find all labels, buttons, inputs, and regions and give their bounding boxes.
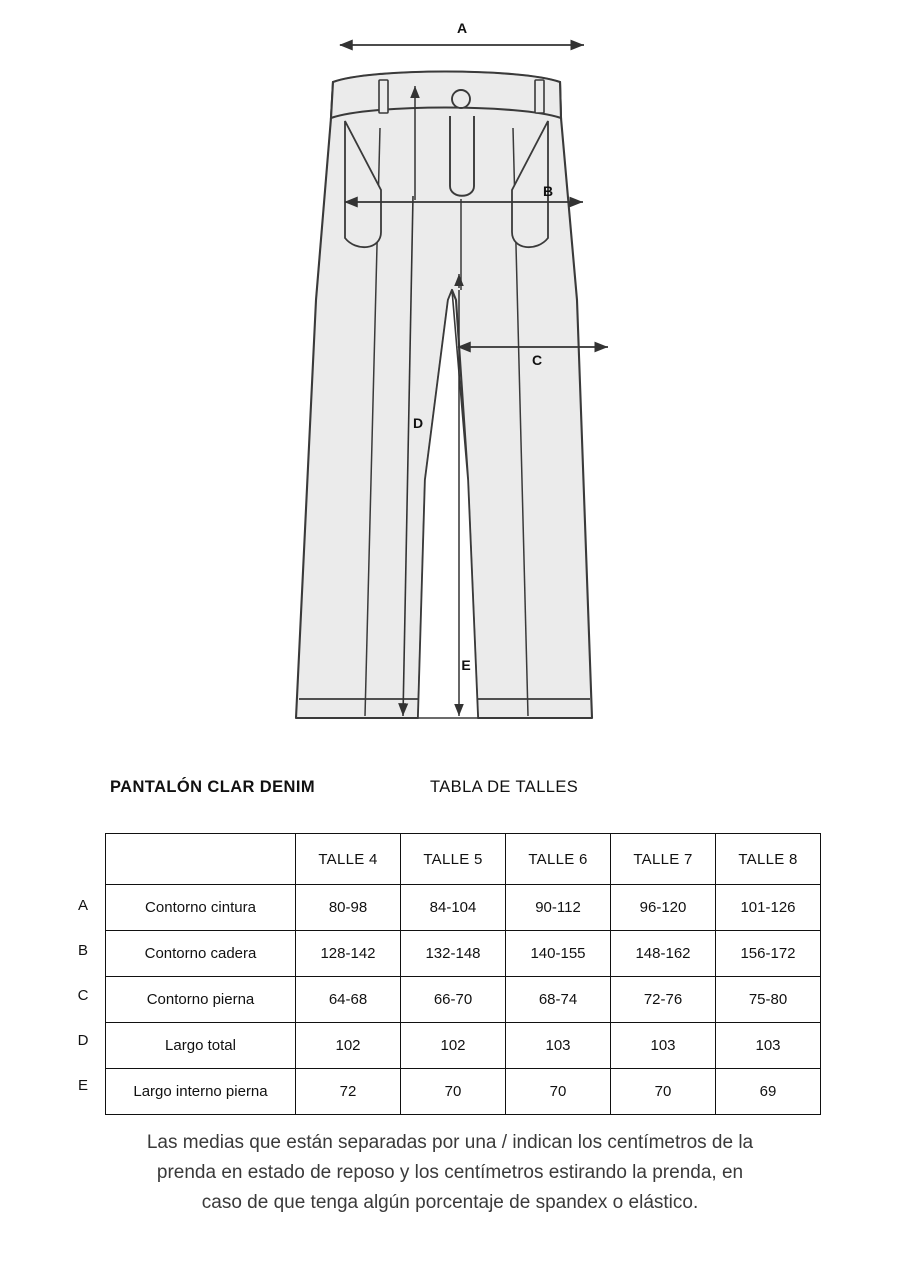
belt-loop-left bbox=[379, 80, 388, 113]
measure-d-label: D bbox=[412, 415, 424, 431]
cell-a-talle-6: 90-112 bbox=[506, 885, 611, 931]
measure-c-label: C bbox=[531, 352, 543, 368]
table-row bbox=[106, 1069, 821, 1115]
cell-d-talle-4: 102 bbox=[296, 1023, 401, 1069]
cell-c-talle-7: 72-76 bbox=[611, 977, 716, 1023]
table-row bbox=[106, 1023, 821, 1069]
column-header-talle-5: TALLE 5 bbox=[401, 834, 506, 885]
measure-a-group bbox=[340, 20, 584, 45]
row-letter-b: B bbox=[77, 942, 88, 959]
cell-a-talle-4: 80-98 bbox=[296, 885, 401, 931]
row-label-contorno-cintura: Contorno cintura bbox=[106, 885, 296, 931]
footnote-line-1: Las medias que están separadas por una / indican los centímetros de la bbox=[146, 1132, 754, 1153]
table-corner-cell bbox=[106, 834, 296, 885]
row-label-largo-interno-pierna: Largo interno pierna bbox=[106, 1069, 296, 1115]
column-header-talle-7: TALLE 7 bbox=[611, 834, 716, 885]
row-label-contorno-cadera: Contorno cadera bbox=[106, 931, 296, 977]
waist-button-icon bbox=[452, 90, 470, 108]
column-header-talle-8: TALLE 8 bbox=[716, 834, 821, 885]
cell-e-talle-8: 69 bbox=[716, 1069, 821, 1115]
footnote-line-3: caso de que tenga algún porcentaje de spandex o elástico. bbox=[201, 1192, 699, 1213]
cell-b-talle-6: 140-155 bbox=[506, 931, 611, 977]
table-row bbox=[106, 977, 821, 1023]
measure-a-label: A bbox=[456, 20, 468, 36]
belt-loop-right bbox=[535, 80, 544, 113]
size-table bbox=[105, 833, 821, 1115]
table-header-row bbox=[106, 834, 821, 885]
table-row bbox=[106, 931, 821, 977]
table-row bbox=[106, 885, 821, 931]
cell-e-talle-6: 70 bbox=[506, 1069, 611, 1115]
titles-row bbox=[0, 778, 898, 810]
column-header-talle-4: TALLE 4 bbox=[296, 834, 401, 885]
cell-c-talle-4: 64-68 bbox=[296, 977, 401, 1023]
cell-c-talle-5: 66-70 bbox=[401, 977, 506, 1023]
cell-b-talle-8: 156-172 bbox=[716, 931, 821, 977]
cell-a-talle-7: 96-120 bbox=[611, 885, 716, 931]
cell-c-talle-6: 68-74 bbox=[506, 977, 611, 1023]
cell-a-talle-8: 101-126 bbox=[716, 885, 821, 931]
cell-d-talle-5: 102 bbox=[401, 1023, 506, 1069]
chart-title: TABLA DE TALLES bbox=[430, 778, 579, 796]
row-letter-c: C bbox=[77, 987, 89, 1004]
cell-b-talle-7: 148-162 bbox=[611, 931, 716, 977]
cell-a-talle-5: 84-104 bbox=[401, 885, 506, 931]
footnote-line-2: prenda en estado de reposo y los centímetros estirando la prenda, en bbox=[156, 1162, 744, 1183]
row-label-largo-total: Largo total bbox=[106, 1023, 296, 1069]
measure-b-label: B bbox=[542, 183, 554, 199]
column-header-talle-6: TALLE 6 bbox=[506, 834, 611, 885]
size-table-block bbox=[0, 833, 898, 1115]
row-letter-e: E bbox=[77, 1077, 88, 1094]
row-letter-d: D bbox=[77, 1032, 89, 1049]
cell-b-talle-4: 128-142 bbox=[296, 931, 401, 977]
measure-e-label: E bbox=[461, 657, 471, 673]
row-letter-a: A bbox=[77, 897, 88, 914]
cell-d-talle-6: 103 bbox=[506, 1023, 611, 1069]
cell-e-talle-4: 72 bbox=[296, 1069, 401, 1115]
row-letter-gutter bbox=[68, 883, 98, 1108]
footnote bbox=[120, 1128, 780, 1218]
row-label-contorno-pierna: Contorno pierna bbox=[106, 977, 296, 1023]
cell-b-talle-5: 132-148 bbox=[401, 931, 506, 977]
cell-c-talle-8: 75-80 bbox=[716, 977, 821, 1023]
product-title: PANTALÓN CLAR DENIM bbox=[110, 778, 315, 796]
fly-placket bbox=[450, 116, 474, 196]
cell-d-talle-8: 103 bbox=[716, 1023, 821, 1069]
cell-d-talle-7: 103 bbox=[611, 1023, 716, 1069]
garment-body bbox=[296, 72, 592, 719]
cell-e-talle-5: 70 bbox=[401, 1069, 506, 1115]
cell-e-talle-7: 70 bbox=[611, 1069, 716, 1115]
